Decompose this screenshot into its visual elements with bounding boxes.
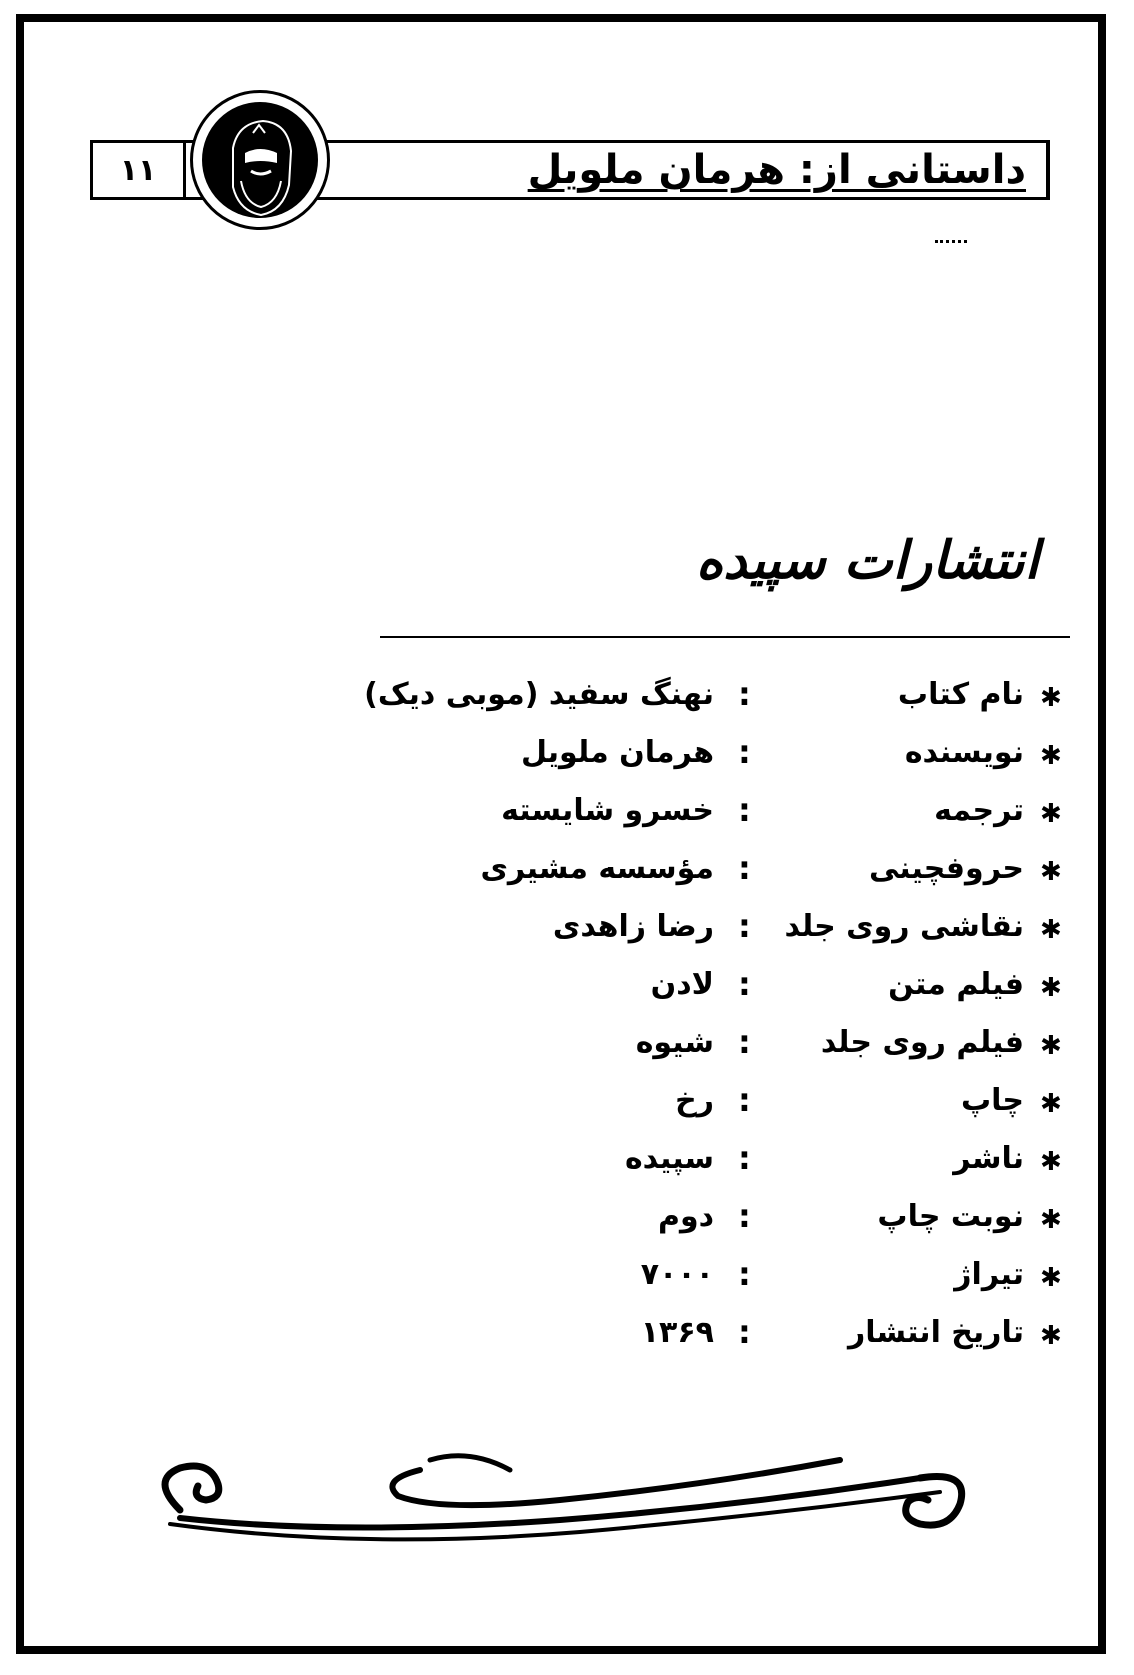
detail-row-cover-film <box>0 1018 1134 1076</box>
detail-label: نوبت چاپ <box>877 1199 1024 1234</box>
decorative-flourish-icon <box>140 1440 980 1554</box>
asterisk-bullet-icon: ✱ <box>1040 1031 1062 1061</box>
detail-row-publisher <box>0 1134 1134 1192</box>
asterisk-bullet-icon: ✱ <box>1040 857 1062 887</box>
detail-label: نویسنده <box>904 735 1024 770</box>
detail-label: چاپ <box>960 1083 1024 1118</box>
detail-row-edition <box>0 1192 1134 1250</box>
detail-value: هرمان ملویل <box>520 735 714 770</box>
asterisk-bullet-icon: ✱ <box>1040 683 1062 713</box>
detail-label: نقاشی روی جلد <box>784 909 1024 944</box>
detail-value: رضا زاهدی <box>552 909 714 944</box>
asterisk-bullet-icon: ✱ <box>1040 915 1062 945</box>
detail-colon: : <box>738 965 751 1003</box>
detail-row-typesetting <box>0 844 1134 902</box>
detail-label: ناشر <box>953 1141 1024 1176</box>
detail-label: تیراژ <box>954 1257 1024 1292</box>
asterisk-bullet-icon: ✱ <box>1040 799 1062 829</box>
detail-colon: : <box>738 1313 751 1351</box>
detail-row-title <box>0 670 1134 728</box>
detail-value: سپیده <box>624 1141 714 1176</box>
detail-value: نهنگ سفید (موبی دیک) <box>364 677 714 712</box>
detail-label: نام کتاب <box>897 677 1024 712</box>
detail-colon: : <box>738 1197 751 1235</box>
detail-value: دوم <box>657 1199 714 1234</box>
detail-row-publication-date <box>0 1308 1134 1366</box>
page-number: ۱۱ <box>119 152 157 188</box>
asterisk-bullet-icon: ✱ <box>1040 1205 1062 1235</box>
asterisk-bullet-icon: ✱ <box>1040 1263 1062 1293</box>
publisher-logo: انتشارات سپیده <box>696 530 1039 591</box>
asterisk-bullet-icon: ✱ <box>1040 1089 1062 1119</box>
detail-colon: : <box>738 907 751 945</box>
detail-row-print-run <box>0 1250 1134 1308</box>
detail-value: رخ <box>675 1083 714 1118</box>
detail-row-printing <box>0 1076 1134 1134</box>
asterisk-bullet-icon: ✱ <box>1040 741 1062 771</box>
detail-label: فیلم متن <box>888 967 1024 1002</box>
detail-value: خسرو شایسته <box>501 793 714 828</box>
detail-row-cover-art <box>0 902 1134 960</box>
page-number-box <box>90 140 186 200</box>
detail-colon: : <box>738 1023 751 1061</box>
header-title: داستانی از: هرمان ملویل <box>527 147 1026 193</box>
logo-rule <box>380 636 1070 638</box>
small-dashes <box>935 240 967 243</box>
detail-label: حروفچینی <box>868 851 1024 886</box>
detail-label: ترجمه <box>934 793 1024 828</box>
asterisk-bullet-icon: ✱ <box>1040 973 1062 1003</box>
detail-colon: : <box>738 1081 751 1119</box>
detail-value: مؤسسه مشیری <box>480 851 714 886</box>
detail-value: ۱۳۶۹ <box>640 1315 714 1350</box>
asterisk-bullet-icon: ✱ <box>1040 1321 1062 1351</box>
detail-value: شیوه <box>635 1025 714 1060</box>
detail-colon: : <box>738 675 751 713</box>
detail-row-translator <box>0 786 1134 844</box>
detail-row-text-film <box>0 960 1134 1018</box>
author-portrait-icon <box>190 90 330 230</box>
detail-colon: : <box>738 1139 751 1177</box>
detail-value: ۷۰۰۰ <box>640 1257 714 1292</box>
asterisk-bullet-icon: ✱ <box>1040 1147 1062 1177</box>
header-right-cap <box>1046 140 1050 200</box>
detail-label: تاریخ انتشار <box>848 1315 1024 1350</box>
detail-colon: : <box>738 1255 751 1293</box>
detail-row-author <box>0 728 1134 786</box>
detail-value: لادن <box>650 967 714 1002</box>
detail-colon: : <box>738 849 751 887</box>
detail-colon: : <box>738 791 751 829</box>
detail-label: فیلم روی جلد <box>820 1025 1024 1060</box>
detail-colon: : <box>738 733 751 771</box>
